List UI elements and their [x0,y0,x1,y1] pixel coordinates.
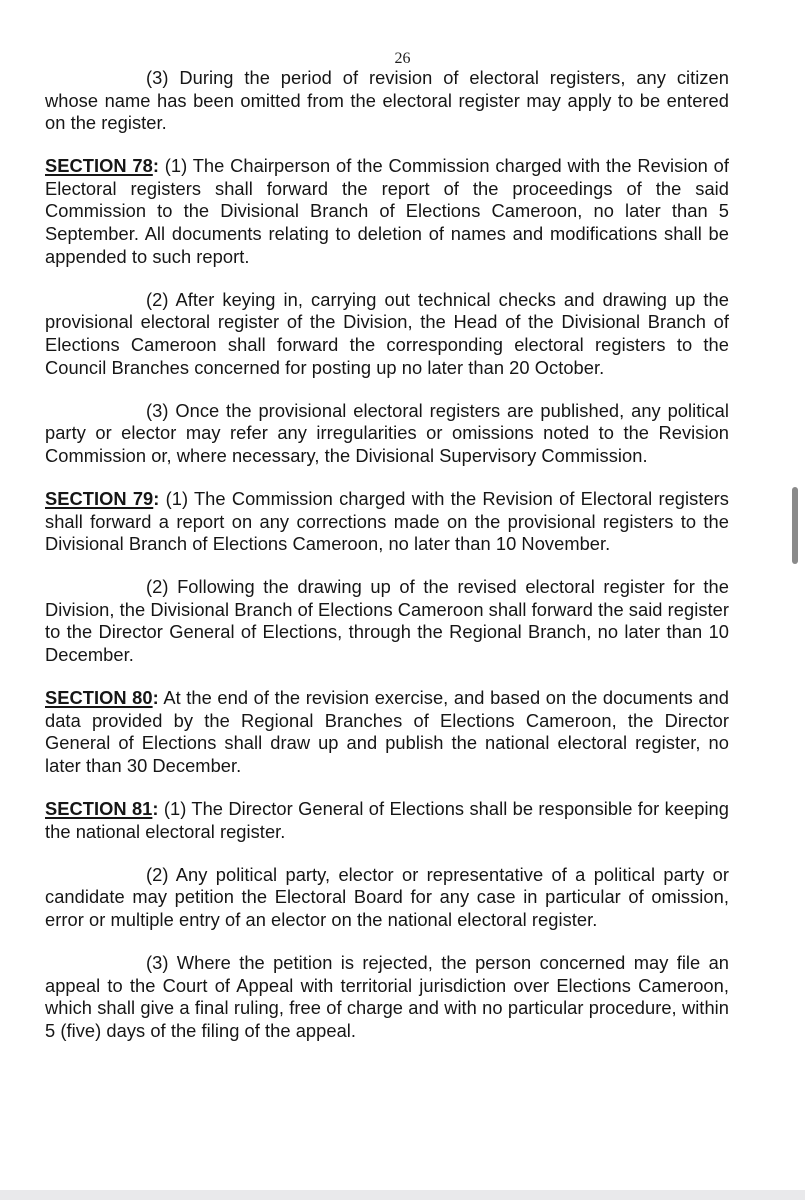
paragraph-section-81-1: SECTION 81: (1) The Director General of Elections shall be responsible for keeping the national electoral register. [45,797,729,842]
paragraph-section-79-2: (2) Following the drawing up of the revised electoral register for the Division, the Divisional Branch of Elections Cameroon shall forward the said register to the Director General of Elections, through the Regional Branch, no later than 10 December. [45,576,730,665]
bottom-edge-strip [0,1190,805,1200]
section-heading: SECTION 81 [45,797,153,819]
paragraph-section-78-3: (3) Once the provisional electoral registers are published, any political party or elector may refer any irregularities or omissions noted to the Revision Commission or, where necessary, the Divisional Supervisory Commission. [45,399,729,466]
page-number: 26 [394,50,411,67]
section-text: At the end of the revision exercise, and based on the documents and data provided by the Regional Branches of Elections Cameroon, the Director General of Elections shall draw up and publish the national electoral register, no later than 30 December. [45,687,729,776]
paragraph-section-81-3: (3) Where the petition is rejected, the person concerned may file an appeal to the Court of Appeal with territorial jurisdiction over Elections Cameroon, which shall give a final ruling, free of charge and with no particular procedure, within 5 (five) days of the filing of the appeal. [45,951,729,1041]
section-text: (1) The Director General of Elections shall be responsible for keeping the national electoral register. [45,797,729,842]
paragraph-section-80: SECTION 80: At the end of the revision exercise, and based on the documents and data provided by the Regional Branches of Elections Cameroon, the Director General of Elections shall draw up and publish the national electoral register, no later than 30 December. [45,687,729,776]
section-text: (1) The Commission charged with the Revision of Electoral registers shall forward a report on any corrections made on the provisional registers to the Divisional Branch of Elections Cameroon, no later than 10 November. [45,487,729,555]
paragraph-section-78-2: (2) After keying in, carrying out technical checks and drawing up the provisional electoral register of the Division, the Head of the Divisional Branch of Elections Cameroon shall forward the corresponding electoral registers to the Council Branches concerned for posting up no later than 20 October. [45,288,729,378]
section-heading: SECTION 78 [45,155,153,177]
vertical-scrollbar-thumb[interactable] [792,487,798,564]
section-heading: SECTION 80 [45,687,153,709]
section-text: (1) The Chairperson of the Commission charged with the Revision of Electoral registers shall forward the report of the proceedings of the said Commission to the Divisional Branch of Elections Cameroon, no later than 5 September. All documents relating to deletion of names and modifications shall be appended to such report. [45,155,729,267]
section-heading: SECTION 79 [45,487,154,509]
paragraph-section-81-2: (2) Any political party, elector or representative of a political party or candidate may petition the Electoral Board for any case in particular of omission, error or multiple entry of an elector on the national electoral register. [45,863,729,930]
document-body [45,67,729,1042]
paragraph-section-77-3: (3) During the period of revision of electoral registers, any citizen whose name has been omitted from the electoral register may apply to be entered on the register. [45,67,729,134]
paragraph-section-79-1: SECTION 79: (1) The Commission charged with the Revision of Electoral registers shall forward a report on any corrections made on the provisional registers to the Divisional Branch of Elections Cameroon, no later than 10 November. [45,487,729,555]
paragraph-section-78-1: SECTION 78: (1) The Chairperson of the Commission charged with the Revision of Electoral registers shall forward the report of the proceedings of the said Commission to the Divisional Branch of Elections Cameroon, no later than 5 September. All documents relating to deletion of names and modifications shall be appended to such report. [45,155,729,267]
